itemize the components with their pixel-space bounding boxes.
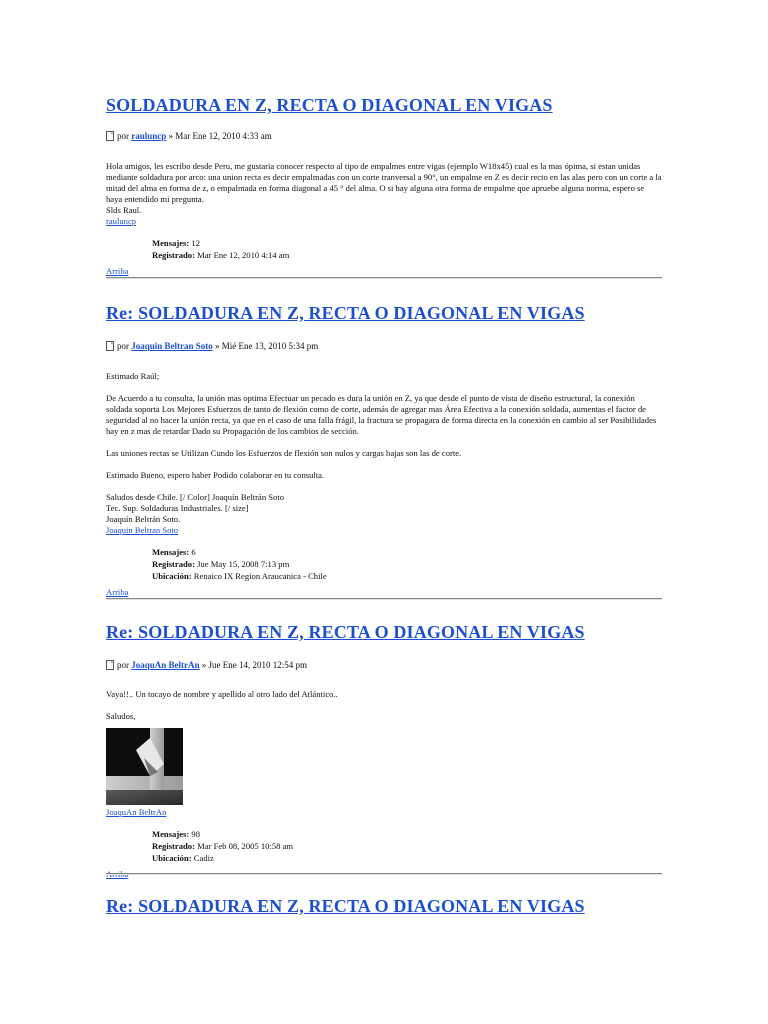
post-signature [106,205,662,227]
signature-line: Tec. Sup. Soldaduras Industriales. [/ size] [106,503,249,513]
post-divider [106,598,662,600]
author-link[interactable]: rauluncp [131,131,167,141]
stat-label: Mensajes: [152,547,190,557]
post-1 [106,94,662,279]
post-divider [106,873,662,875]
signature-author-link[interactable]: rauluncp [106,216,137,226]
post-divider [106,277,662,279]
post-byline [106,659,662,671]
post-title-link[interactable]: Re: SOLDADURA EN Z, RECTA O DIAGONAL EN VIGAS [106,896,585,916]
by-prefix: por [117,131,129,141]
post-title-link[interactable]: Re: SOLDADURA EN Z, RECTA O DIAGONAL EN VIGAS [106,622,585,642]
stat-label: Ubicación: [152,571,192,581]
post-content [106,689,662,722]
post-document-icon[interactable] [106,660,115,670]
post-paragraph: Hola amigos, les escribo desde Peru, me gustaria conocer respecto al tipo de empalmes entre vigas (ejemplo W18x45) cual es la mas ópima, si estan unidas mediante soldadura por arco: una union recta es decir empalmadas con un corte tranversal a 90°, un empalme en Z es decir recto en las alas pero con un corte a la mitad del alma en forma de z, o empalmada en forma diagonal a 45 ° del alma. O si hay alguna otra forma de empalme que apruebe alguna norma, espero se haya entendido mi pregunta. [106,161,662,204]
post-content [106,161,662,205]
stat-label: Registrado: [152,841,195,851]
post-signature [106,807,662,818]
post-paragraph: Vaya!!.. Un tocayo de nombre y apellido al otro lado del Atlántico.. [106,689,338,699]
post-document-icon[interactable] [106,341,115,351]
stat-row [152,558,662,570]
stat-row [152,570,662,582]
author-stats [152,237,662,261]
post-title-link[interactable]: Re: SOLDADURA EN Z, RECTA O DIAGONAL EN VIGAS [106,303,585,323]
author-stats [152,546,662,582]
signature-line: Joaquín Beltrán Soto. [106,514,181,524]
post-3 [106,621,662,882]
post-2 [106,302,662,600]
post-title-link[interactable]: SOLDADURA EN Z, RECTA O DIAGONAL EN VIGAS [106,95,553,115]
post-paragraph: Estimado Raúl; [106,371,160,381]
stat-row [152,828,662,840]
back-to-top-link[interactable]: Arriba [106,587,129,597]
signature-author-link[interactable]: Joaquin Beltran Soto [106,525,179,535]
stat-label: Mensajes: [152,238,190,248]
post-document-icon[interactable] [106,131,115,141]
post-paragraph: De Acuerdo a tu consulta, la unión mas optima Efectuar un pecado es dura la unión en Z, ya que desde el punto de vista de diseño estructural, la conexión soldada soporta Los Mejores Esfuerzos de tanto de flexión como de corte, además de agregar mas Área Efectiva a la conexión soldada, aumentas el factor de seguridad al no hacer la unión recta, ya que en el caso de una falla frágil, la fractura se propagara de forma directa en la conexión en cambio al ser Posibilidades hay en z mas de retardar Dado su Propagación de los cambios de sección. [106,393,657,436]
author-link[interactable]: Joaquin Beltran Soto [131,341,213,351]
post-date: » Mar Ene 12, 2010 4:33 am [168,131,272,141]
by-prefix: por [117,341,129,351]
author-link[interactable]: JoaquAn BeltrAn [131,660,200,670]
stat-label: Mensajes: [152,829,190,839]
signature-line: Saludos desde Chile. [/ Color] Joaquín Beltrán Soto [106,492,285,502]
stat-row [152,852,662,864]
weld-photo-image [106,728,183,805]
post-title [106,895,662,917]
back-to-top-link[interactable]: Arriba [106,266,129,276]
avatar [106,728,183,805]
signature-author-link[interactable]: JoaquAn BeltrAn [106,807,167,817]
stat-row [152,840,662,852]
stat-value: Renaico IX Region Araucanica - Chile [193,571,327,581]
post-date: » Mié Ene 13, 2010 5:34 pm [215,341,319,351]
stat-value: Mar Ene 12, 2010 4:14 am [197,250,290,260]
stat-label: Registrado: [152,250,195,260]
post-title [106,621,662,643]
post-signature [106,492,662,536]
post-date: » Jue Ene 14, 2010 12:54 pm [201,660,308,670]
stat-value: 12 [191,238,200,248]
by-prefix: por [117,660,129,670]
stat-value: Cadiz [193,853,214,863]
stat-label: Ubicación: [152,853,192,863]
stat-value: 6 [191,547,196,557]
post-paragraph: Estimado Bueno, espero haber Podido colaborar en tu consulta. [106,470,325,480]
signature-line: Slds Raul. [106,205,142,215]
post-paragraph: Las uniones rectas se Utilizan Cundo los Esfuerzos de flexión son nulos y cargas bajas son las de corte. [106,448,462,458]
post-4 [106,895,662,917]
stat-row [152,249,662,261]
stat-value: 98 [191,829,200,839]
stat-value: Jue May 15, 2008 7:13 pm [197,559,290,569]
stat-label: Registrado: [152,559,195,569]
author-stats [152,828,662,864]
stat-row [152,237,662,249]
post-byline [106,340,662,352]
stat-value: Mar Feb 08, 2005 10:58 am [197,841,294,851]
post-paragraph: Saludos, [106,711,136,721]
post-content [106,371,662,481]
post-title [106,302,662,324]
post-title [106,94,662,116]
stat-row [152,546,662,558]
post-byline [106,130,662,142]
